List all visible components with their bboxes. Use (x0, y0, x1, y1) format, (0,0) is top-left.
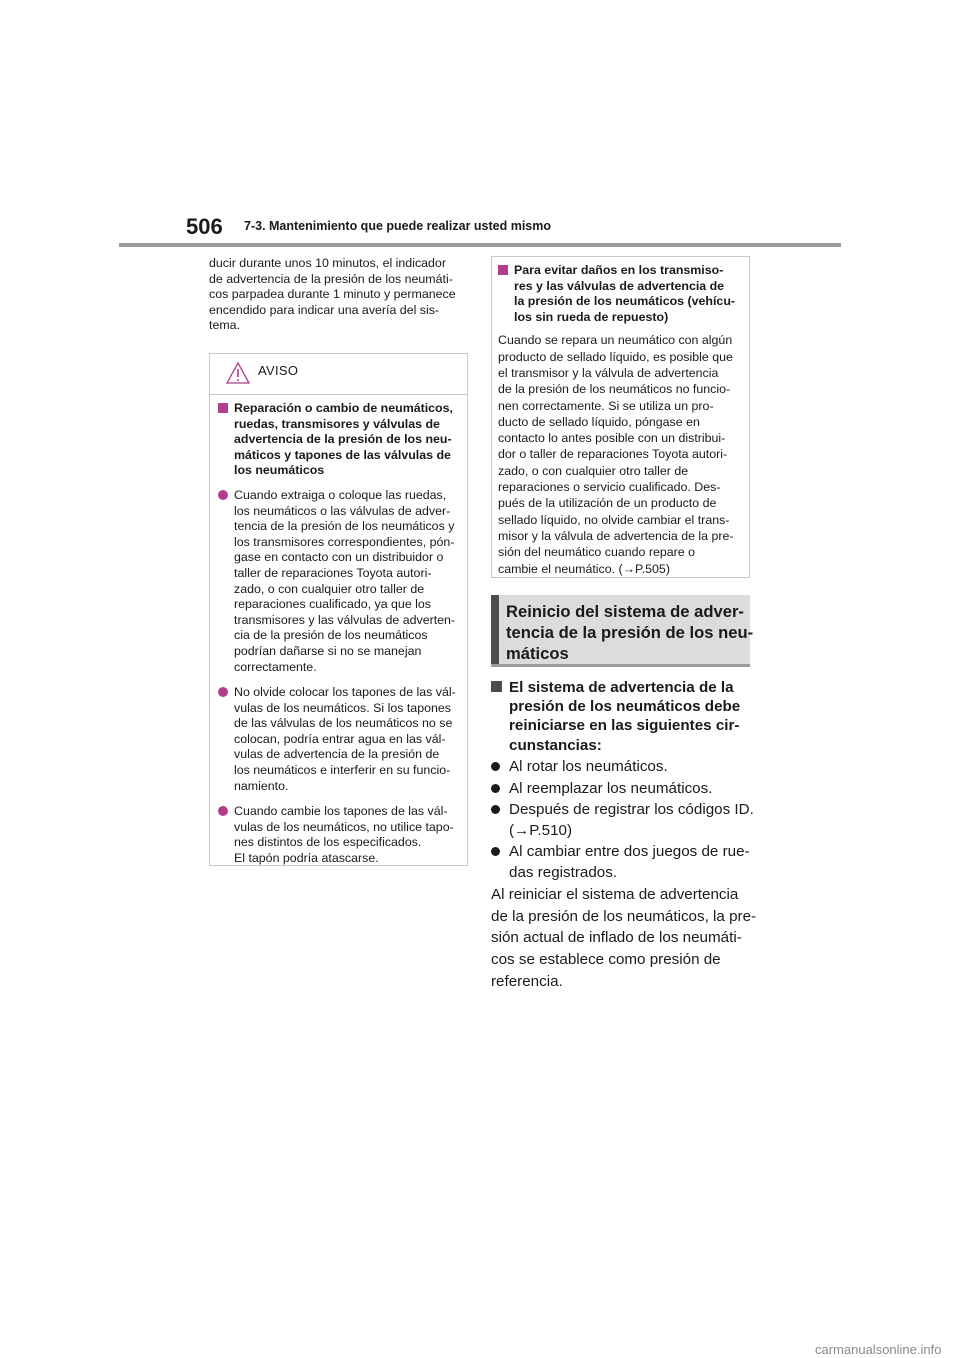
warning-item-line: los transmisores correspondientes, pón- (234, 534, 455, 549)
section-bar (491, 595, 499, 664)
square-bullet-icon (491, 681, 502, 692)
section-title-line: máticos (506, 644, 569, 663)
warning-item-line: gase en contacto con un distribuidor o (234, 550, 444, 565)
note-line: Cuando se repara un neumático con algún (498, 333, 733, 348)
header-title: 7-3. Mantenimiento que puede realizar usted mismo (244, 219, 552, 233)
circle-bullet-icon (218, 806, 228, 816)
warning-item-line: los neumáticos o las válvulas de adver- (234, 503, 451, 518)
list-item-line: Al reemplazar los neumáticos. (509, 779, 713, 797)
reset-heading-line: reiniciarse en las siguientes cir- (509, 717, 740, 735)
note-line: cambie el neumático. (→P.505) (498, 561, 670, 576)
watermark: carmanualsonline.info (815, 1342, 942, 1357)
list-item (491, 842, 753, 883)
reset-heading-line: cunstancias: (509, 736, 602, 754)
warning-item-line: namiento. (234, 778, 289, 793)
note-line: el transmisor y la válvula de advertencia (498, 365, 719, 380)
square-bullet-icon (218, 403, 228, 413)
intro-line: encendido para indicar una avería del sis- (209, 302, 440, 317)
warning-item-line: los neumáticos e interferir en su funcio- (234, 763, 451, 778)
note-line: dor o taller de reparaciones Toyota autori- (498, 447, 728, 462)
reset-heading (491, 678, 753, 755)
list-item (491, 757, 753, 778)
intro-paragraph (209, 256, 467, 334)
warning-header (210, 354, 467, 395)
warning-item-line: tencia de la presión de los neumáticos y (234, 519, 455, 534)
warning-item-line: colocan, podría entrar agua en las vál- (234, 731, 446, 746)
reset-paragraph (491, 884, 757, 993)
warning-item (218, 488, 459, 675)
warning-item-line: Cuando extraiga o coloque las ruedas, (234, 487, 447, 502)
note-line: ducto de sellado líquido, póngase en (498, 414, 700, 429)
circle-bullet-icon (218, 490, 228, 500)
intro-line: de advertencia de la presión de los neumáti- (209, 271, 453, 286)
warning-heading-line: advertencia de la presión de los neu- (234, 432, 452, 447)
warning-item-line: vulas de los neumáticos, no utilice tapo- (234, 819, 454, 834)
bullet-dot-icon (491, 762, 500, 771)
square-bullet-icon (498, 265, 508, 275)
section-title-line: Reinicio del sistema de adver- (506, 602, 744, 621)
warning-heading-line: ruedas, transmisores y válvulas de (234, 416, 440, 431)
warning-item-line: podrían dañarse si no se manejan (234, 643, 422, 658)
note-line: sellado líquido, no olvide cambiar el trans- (498, 512, 730, 527)
list-item-line: Al cambiar entre dos juegos de rue- (509, 843, 750, 860)
warning-item-line: transmisores y las válvulas de adverten- (234, 612, 456, 627)
note-heading-line: res y las válvulas de advertencia de (514, 278, 725, 293)
section-title-box (491, 595, 754, 667)
warning-body (210, 395, 467, 867)
note-box (491, 256, 750, 578)
warning-item-line: nes distintos de los especificados. (234, 835, 422, 850)
warning-item-line: El tapón podría atascarse. (234, 851, 379, 866)
bullet-dot-icon (491, 784, 500, 793)
warning-item-line: zado, o con cualquier otro taller de (234, 581, 425, 596)
warning-heading-line: Reparación o cambio de neumáticos, (234, 401, 453, 415)
warning-item-line: de las válvulas de los neumáticos no se (234, 716, 453, 731)
note-heading-line: los sin rueda de repuesto) (514, 309, 669, 324)
header-rule (119, 243, 841, 247)
note-line: zado, o con cualquier otro taller de (498, 463, 689, 478)
warning-triangle-icon (226, 362, 250, 389)
warning-heading (218, 401, 459, 479)
note-line: contacto lo antes posible con un distribui- (498, 431, 726, 446)
warning-item-line: reparaciones cualificado, ya que los (234, 597, 431, 612)
paragraph-line: de la presión de los neumáticos, la pre- (491, 907, 757, 925)
intro-line: tema. (209, 318, 240, 333)
warning-item-line: Cuando cambie los tapones de las vál- (234, 804, 448, 819)
section-title (506, 601, 754, 664)
paragraph-line: cos se establece como presión de (491, 951, 721, 969)
circle-bullet-icon (218, 687, 228, 697)
note-line: misor y la válvula de advertencia de la pre- (498, 528, 734, 543)
list-item (491, 779, 753, 800)
warning-item-line: vulas de advertencia de la presión de (234, 747, 440, 762)
bullet-dot-icon (491, 847, 500, 856)
warning-label: AVISO (258, 363, 299, 378)
page-number: 506 (186, 214, 223, 239)
note-heading (498, 263, 742, 325)
list-item-line: Después de registrar los códigos ID. (509, 801, 754, 818)
intro-line: cos parpadea durante 1 minuto y permanece (209, 287, 456, 302)
warning-item-line: cia de la presión de los neumáticos (234, 628, 428, 643)
warning-item-line: vulas de los neumáticos. Si los tapones (234, 700, 451, 715)
warning-heading-line: máticos y tapones de las válvulas de (234, 447, 451, 462)
paragraph-line: referencia. (491, 972, 563, 990)
list-item (491, 800, 753, 841)
note-body (498, 332, 742, 576)
warning-item-line: correctamente. (234, 659, 317, 674)
section-title-line: tencia de la presión de los neu- (506, 623, 754, 642)
note-line: producto de sellado líquido, es posible que (498, 349, 733, 364)
list-item-line: Al rotar los neumáticos. (509, 758, 668, 775)
reset-heading-line: El sistema de advertencia de la (509, 679, 734, 696)
intro-line: ducir durante unos 10 minutos, el indicador (209, 256, 446, 270)
reset-heading-line: presión de los neumáticos debe (509, 698, 741, 716)
note-line: nen correctamente. Si se utiliza un pro- (498, 398, 714, 413)
reset-bullet-list (491, 757, 753, 884)
warning-item (218, 804, 459, 866)
list-item-line: das registrados. (509, 863, 618, 881)
note-heading-line: Para evitar daños en los transmiso- (514, 263, 724, 277)
paragraph-line: sión actual de inflado de los neumáti- (491, 929, 742, 947)
warning-item-line: taller de reparaciones Toyota autori- (234, 565, 432, 580)
warning-heading-line: los neumáticos (234, 463, 325, 478)
warning-item (218, 685, 459, 794)
note-line: pués de la utilización de un producto de (498, 496, 717, 511)
note-heading-line: la presión de los neumáticos (vehícu- (514, 294, 736, 309)
bullet-dot-icon (491, 805, 500, 814)
note-line: sión del neumático cuando repare o (498, 545, 696, 560)
warning-box (209, 353, 468, 866)
list-item-line: (→P.510) (509, 821, 573, 839)
paragraph-line: Al reiniciar el sistema de advertencia (491, 886, 739, 903)
note-line: reparaciones o servicio cualificado. Des- (498, 480, 721, 495)
warning-item-line: No olvide colocar los tapones de las vál- (234, 685, 456, 700)
note-line: de la presión de los neumáticos no funcio- (498, 382, 731, 397)
